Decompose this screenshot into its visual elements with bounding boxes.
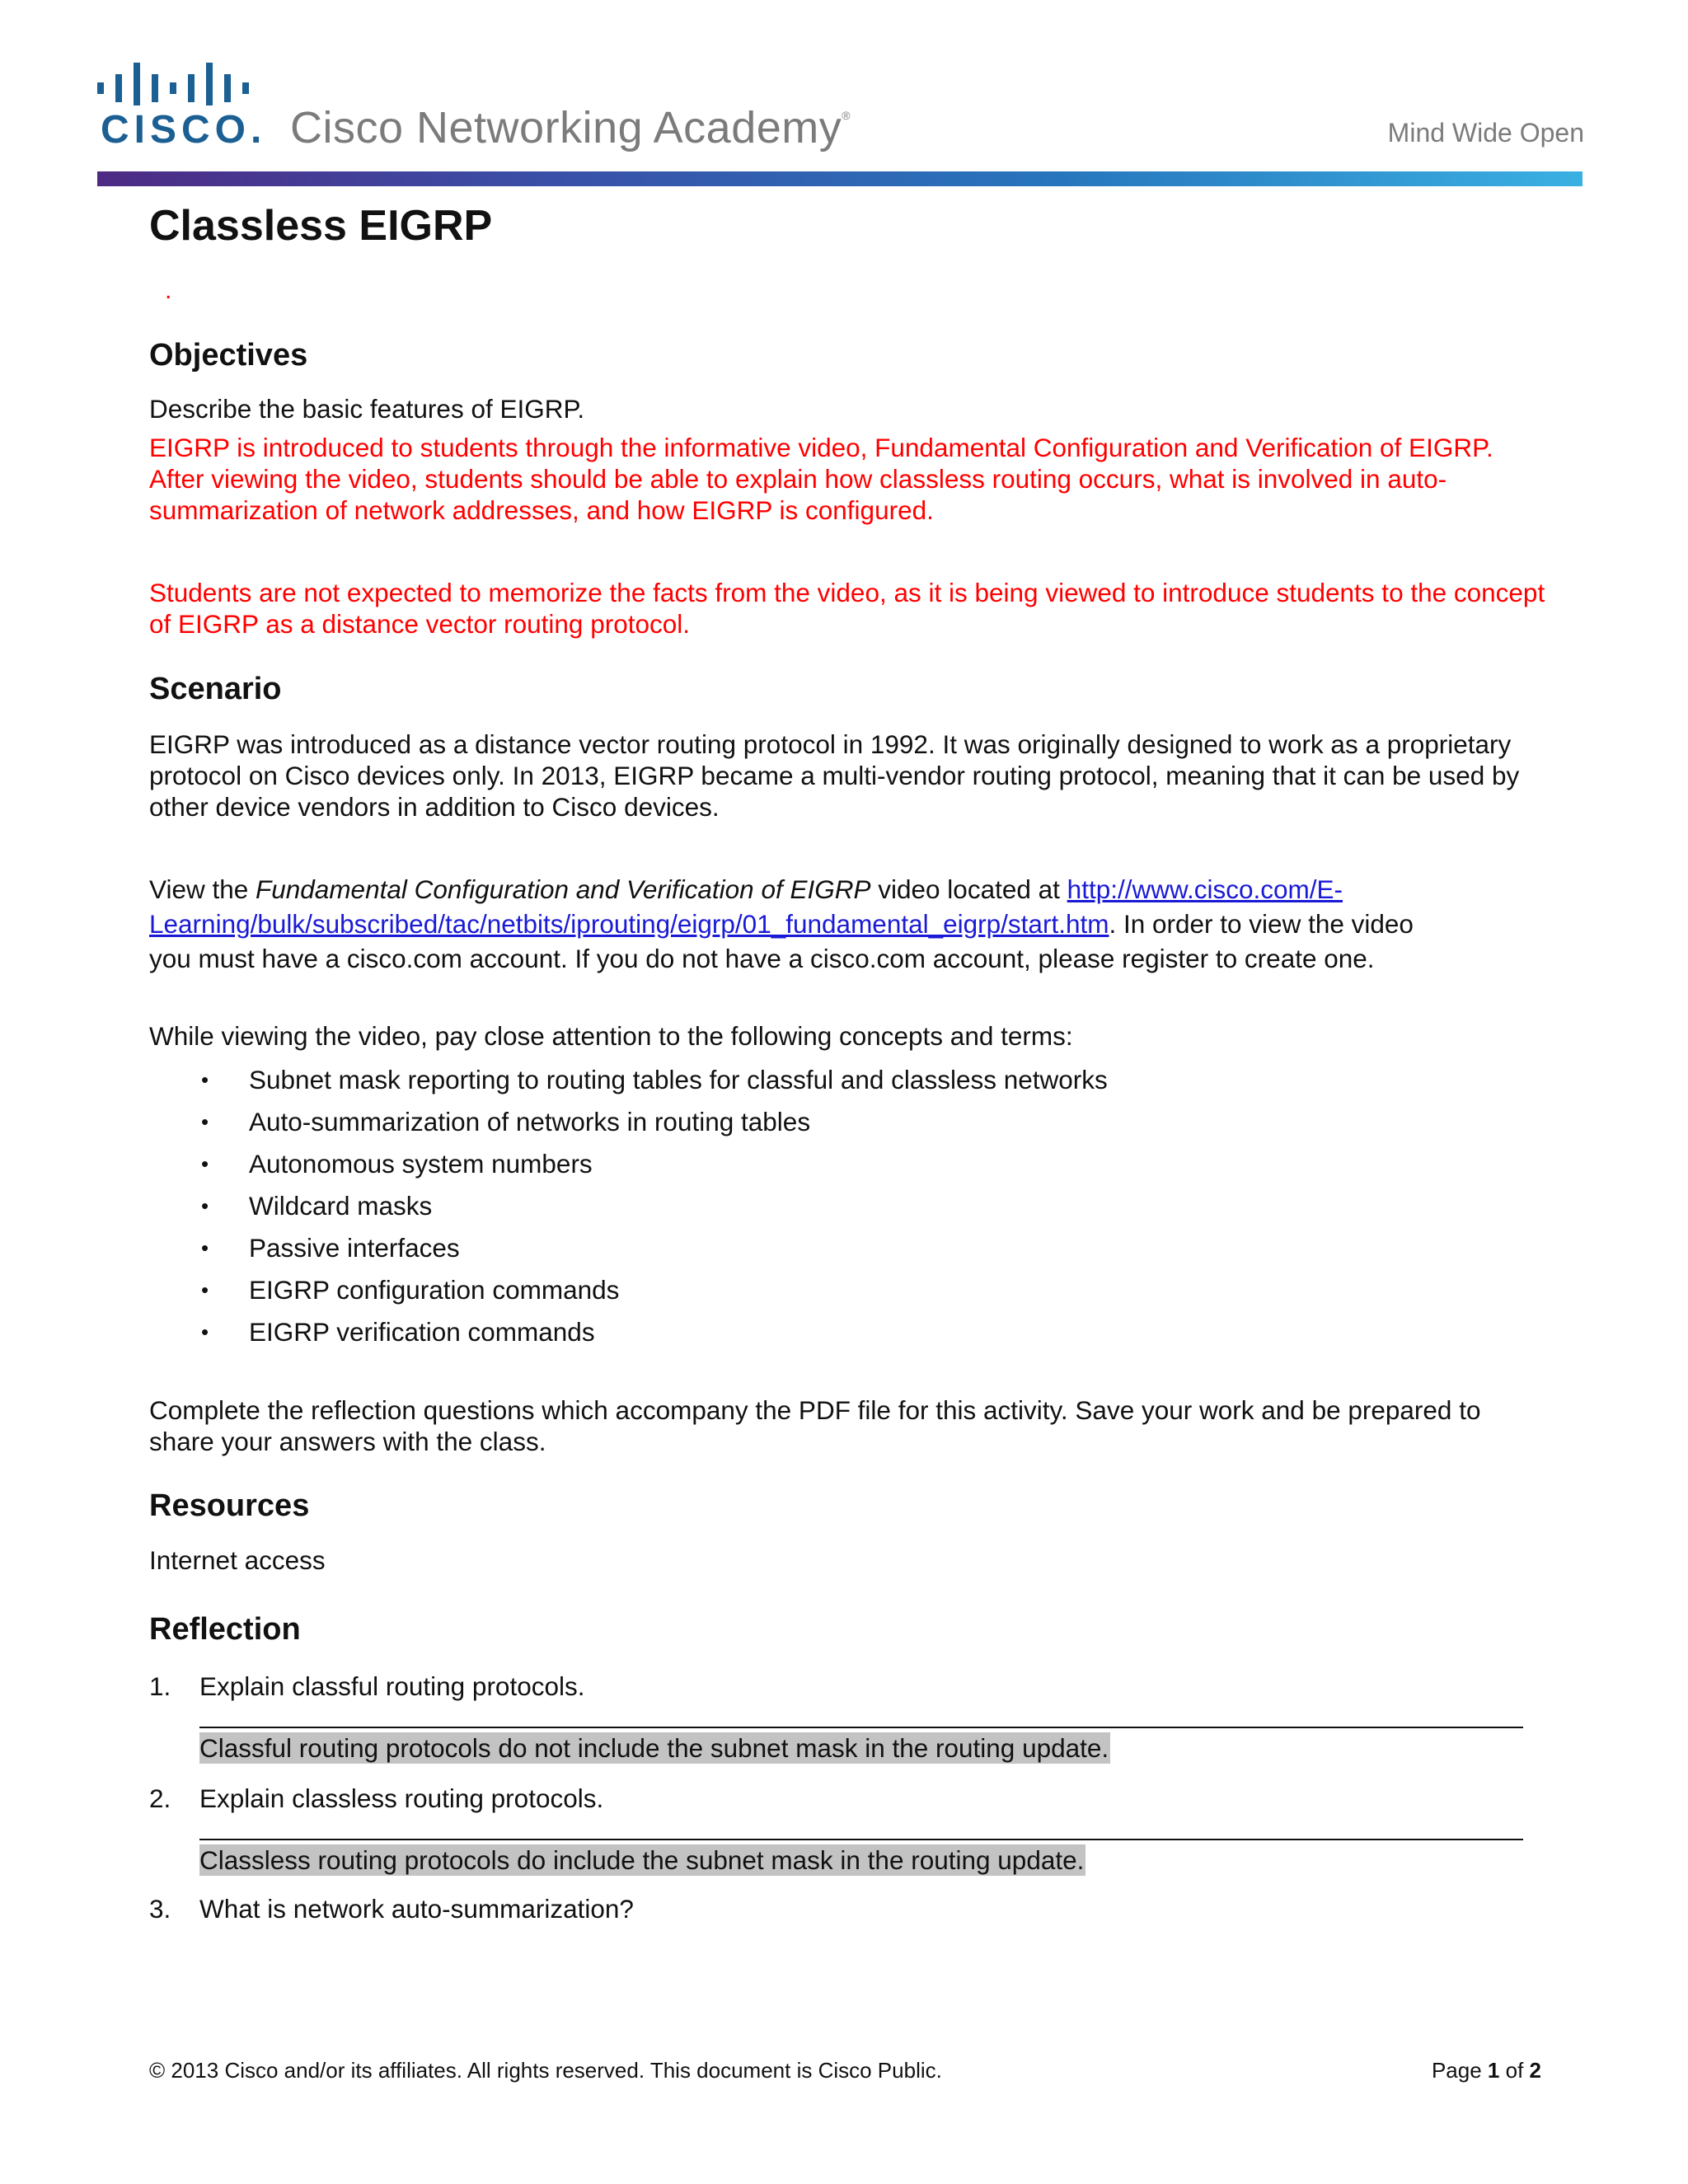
objectives-heading: Objectives xyxy=(149,338,308,373)
video-link[interactable]: http://www.cisco.com/E- xyxy=(1067,874,1343,904)
objectives-red-paragraph-2: Students are not expected to memorize the facts from the video, as it is being viewed to introduce students to the concept of EIGRP as a distance vector routing protocol. xyxy=(149,578,1545,639)
list-item: • EIGRP verification commands xyxy=(201,1317,595,1347)
video-link-continued[interactable]: Learning/bulk/subscribed/tac/netbits/iprouting/eigrp/01_fundamental_eigrp/start.htm xyxy=(149,909,1109,939)
header-gradient-bar xyxy=(97,171,1582,186)
scenario-video-paragraph: View the Fundamental Configuration and Verification of EIGRP video located at http://www.cisco.com/E- Learning/bulk/subscribed/tac/netbits/iprouting/eigrp/01_fundamental_eigrp/start.htm. In order to view the video you must have a cisco.com account. If you do not have a cisco.com account, please register to create one. xyxy=(149,874,1414,973)
scenario-paragraph-1: EIGRP was introduced as a distance vector routing protocol in 1992. It was originally designed to work as a proprietary protocol on Cisco devices only. In 2013, EIGRP became a multi-vendor routing protocol, meaning that it can be used by other device vendors in addition to Cisco devices. xyxy=(149,729,1520,822)
cisco-logo-wordmark: CISCO. xyxy=(101,108,267,152)
list-item: • Subnet mask reporting to routing tables for classful and classless networks xyxy=(201,1065,1108,1094)
question-1: 1. Explain classful routing protocols. xyxy=(149,1671,585,1701)
objectives-red-paragraph-1: EIGRP is introduced to students through the informative video, Fundamental Configuration and Verification of EIGRP. After viewing the video, students should be able to explain how classless routing occurs, what is involved in auto-summarization of network addresses, and how EIGRP is configured. xyxy=(149,433,1493,525)
objectives-line: Describe the basic features of EIGRP. xyxy=(149,394,585,424)
cisco-logo-icon xyxy=(97,63,254,105)
scenario-heading: Scenario xyxy=(149,672,282,706)
question-3: 3. What is network auto-summarization? xyxy=(149,1894,634,1924)
list-item: • Auto-summarization of networks in routing tables xyxy=(201,1107,811,1137)
list-item: • EIGRP configuration commands xyxy=(201,1275,620,1305)
resources-heading: Resources xyxy=(149,1488,310,1523)
footer-copyright: © 2013 Cisco and/or its affiliates. All rights reserved. This document is Cisco Public. xyxy=(149,2058,942,2083)
while-viewing-text: While viewing the video, pay close attention to the following concepts and terms: xyxy=(149,1021,1073,1051)
academy-name: Cisco Networking Academy® xyxy=(290,103,851,152)
answer-1: Classful routing protocols do not include the subnet mask in the routing update. xyxy=(199,1733,1109,1763)
resources-item: Internet access xyxy=(149,1545,326,1575)
answer-2: Classless routing protocols do include the subnet mask in the routing update. xyxy=(199,1845,1085,1875)
tagline: Mind Wide Open xyxy=(1387,118,1584,148)
concepts-list xyxy=(149,1059,1386,1353)
page-title: Classless EIGRP xyxy=(149,202,493,250)
list-item: • Passive interfaces xyxy=(201,1233,460,1263)
question-2: 2. Explain classless routing protocols. xyxy=(149,1783,604,1813)
page-number: Page 1 of 2 xyxy=(1431,2058,1541,2083)
red-dot-marker: . xyxy=(165,277,172,304)
answer-line-1[interactable] xyxy=(199,1727,1523,1728)
list-item: • Wildcard masks xyxy=(201,1191,433,1221)
answer-line-2[interactable] xyxy=(199,1839,1523,1840)
complete-instructions: Complete the reflection questions which accompany the PDF file for this activity. Save your work and be prepared to share your answers with the class. xyxy=(149,1395,1481,1456)
list-item: • Autonomous system numbers xyxy=(201,1149,593,1179)
reflection-heading: Reflection xyxy=(149,1612,301,1647)
